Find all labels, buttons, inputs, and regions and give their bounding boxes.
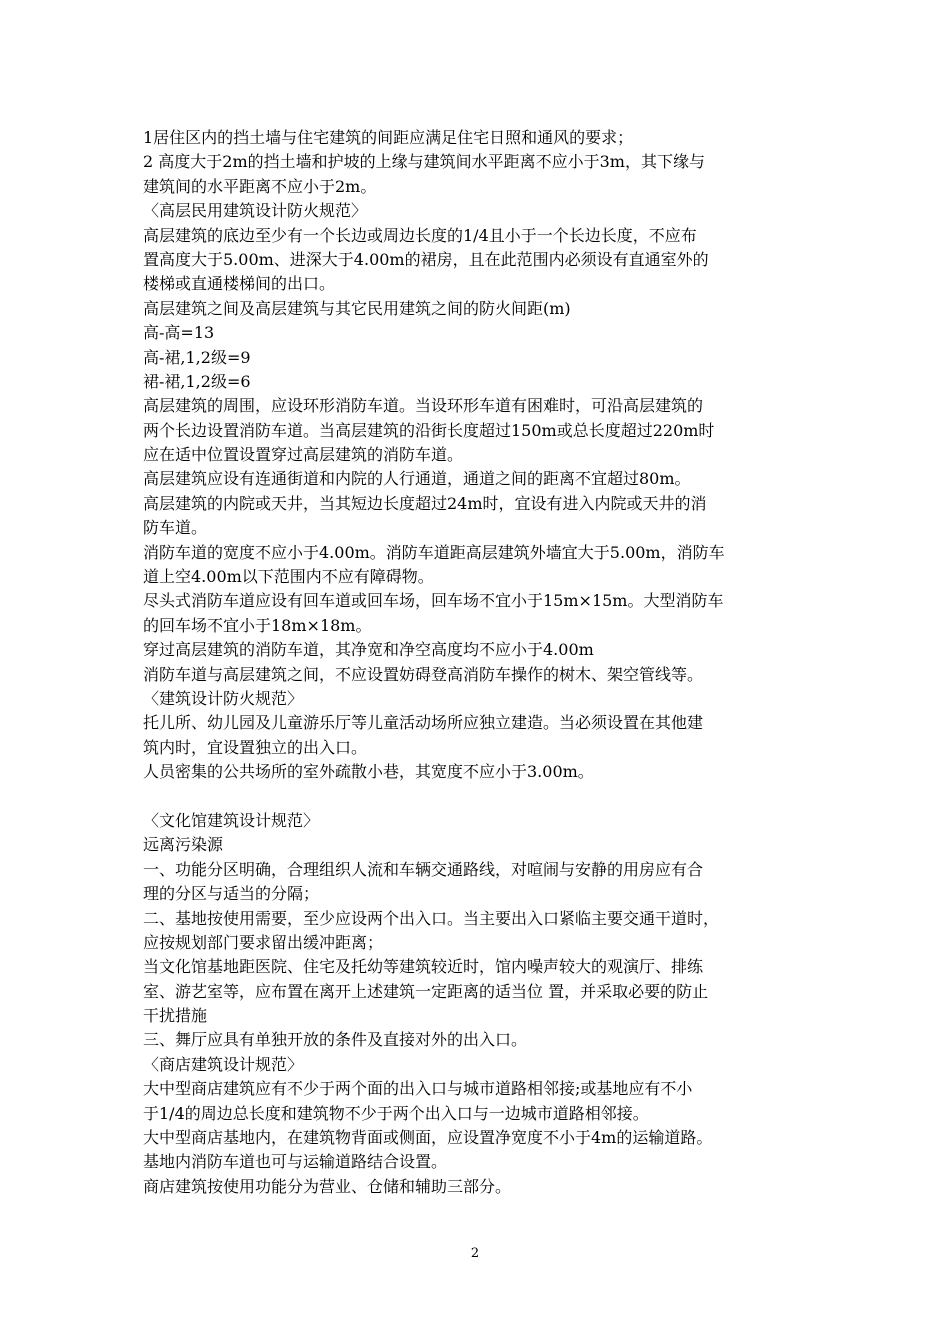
text-line: 一、功能分区明确，合理组织人流和车辆交通路线，对喧闹与安静的用房应有合 (143, 859, 704, 879)
text-line: 高层建筑应设有连通街道和内院的人行通道，通道之间的距离不宜超过80m。 (143, 469, 691, 489)
text-line: 筑内时，宜设置独立的出入口。 (143, 737, 368, 757)
text-line: 高-高=13 (143, 323, 215, 343)
blank-line (143, 785, 813, 809)
text-line: 远离污染源 (143, 835, 224, 855)
text-line: 托儿所、幼儿园及儿童游乐厅等儿童活动场所应独立建造。当必须设置在其他建 (143, 713, 704, 733)
text-line: 建筑间的水平距离不应小于2m。 (143, 176, 377, 196)
text-line: 裙-裙,1,2级=6 (143, 371, 251, 391)
text-line: 道上空4.00m以下范围内不应有障碍物。 (143, 567, 434, 587)
text-line: 两个长边设置消防车道。当高层建筑的沿街长度超过150m或总长度超过220m时 (143, 420, 715, 440)
text-line: 大中型商店建筑应有不少于两个面的出入口与城市道路相邻接;或基地应有不小 (143, 1079, 693, 1099)
text-line: 理的分区与适当的分隔； (143, 884, 320, 904)
text-line: 高层建筑之间及高层建筑与其它民用建筑之间的防火间距(m) (143, 298, 571, 318)
text-line: 大中型商店基地内，在建筑物背面或侧面，应设置净宽度不小于4m的运输道路。 (143, 1128, 713, 1148)
text-line: 高层建筑的底边至少有一个长边或周边长度的1/4且小于一个长边长度，不应布 (143, 225, 697, 245)
text-line: 高-裙,1,2级=9 (143, 347, 251, 367)
text-line: 应按规划部门要求留出缓冲距离； (143, 932, 384, 952)
text-line: 2 高度大于2m的挡土墙和护坡的上缘与建筑间水平距离不应小于3m，其下缘与 (143, 152, 705, 172)
text-line: 消防车道与高层建筑之间，不应设置妨碍登高消防车操作的树木、架空管线等。 (143, 664, 704, 684)
text-line: 二、基地按使用需要，至少应设两个出入口。当主要出入口紧临主要交通干道时， (143, 908, 720, 928)
text-line: 高层建筑的周围，应设环形消防车道。当设环形车道有困难时，可沿高层建筑的 (143, 396, 704, 416)
text-line: 〈建筑设计防火规范〉 (143, 688, 304, 708)
text-line: 三、舞厅应具有单独开放的条件及直接对外的出入口。 (143, 1030, 528, 1050)
document-body (143, 126, 813, 1199)
text-line: 应在适中位置设置穿过高层建筑的消防车道。 (143, 445, 464, 465)
text-line: 人员密集的公共场所的室外疏散小巷，其宽度不应小于3.00m。 (143, 762, 594, 782)
text-line: 商店建筑按使用功能分为营业、仓储和辅助三部分。 (143, 1176, 512, 1196)
text-line: 的回车场不宜小于18m×18m。 (143, 615, 372, 635)
text-line: 消防车道的宽度不应小于4.00m。消防车道距高层建筑外墙宜大于5.00m，消防车 (143, 542, 725, 562)
text-line: 尽头式消防车道应设有回车道或回车场，回车场不宜小于15m×15m。大型消防车 (143, 591, 724, 611)
text-line: 穿过高层建筑的消防车道，其净宽和净空高度均不应小于4.00m (143, 640, 594, 660)
text-line: 当文化馆基地距医院、住宅及托幼等建筑较近时，馆内噪声较大的观演厅、排练 (143, 957, 704, 977)
text-line: 室、游艺室等，应布置在离开上述建筑一定距离的适当位 置，并采取必要的防止 (143, 981, 709, 1001)
text-line: 〈商店建筑设计规范〉 (143, 1054, 304, 1074)
text-line: 防车道。 (143, 518, 208, 538)
text-line: 置高度大于5.00m、进深大于4.00m的裙房，且在此范围内必须设有直通室外的 (143, 249, 709, 269)
text-line: 于1/4的周边总长度和建筑物不少于两个出入口与一边城市道路相邻接。 (143, 1103, 649, 1123)
text-line: 基地内消防车道也可与运输道路结合设置。 (143, 1152, 448, 1172)
page-number: 2 (470, 1246, 480, 1261)
text-line: 干扰措施 (143, 1006, 208, 1026)
text-line: 楼梯或直通楼梯间的出口。 (143, 274, 336, 294)
text-line: 1居住区内的挡土墙与住宅建筑的间距应满足住宅日照和通风的要求； (143, 128, 634, 147)
text-line: 〈高层民用建筑设计防火规范〉 (143, 201, 368, 221)
text-line: 〈文化馆建筑设计规范〉 (143, 810, 320, 830)
text-line: 高层建筑的内院或天井，当其短边长度超过24m时，宜设有进入内院或天井的消 (143, 493, 707, 513)
